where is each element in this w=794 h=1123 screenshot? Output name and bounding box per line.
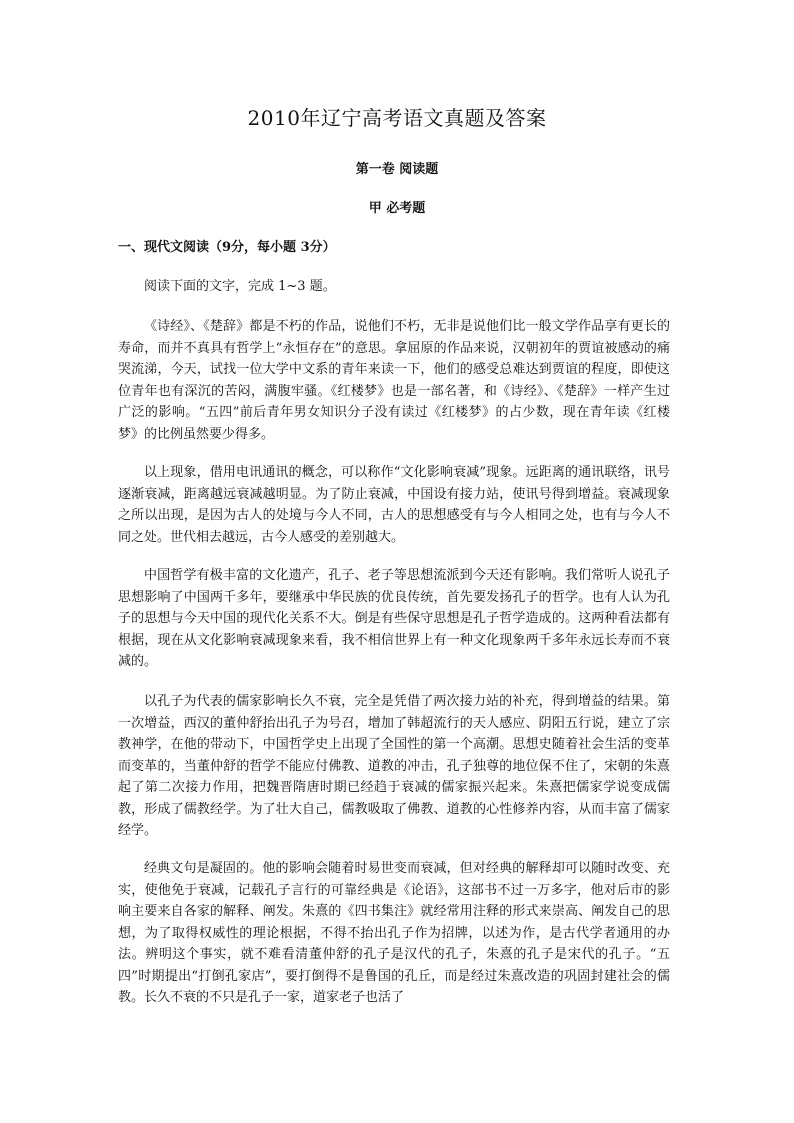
part-title: 第一卷 阅读题 bbox=[355, 162, 439, 177]
document-title: 2010年辽宁高考语文真题及答案 bbox=[247, 106, 547, 130]
paragraph-3: 中国哲学有极丰富的文化遗产，孔子、老子等思想流派到今天还有影响。我们常听人说孔子思想影响了中国两千多年，要继承中华民族的优良传统，首先要发扬孔子的哲学。也有人认为孔子的思想与今天中国的现代化关系不大。倒是有些保守思想是孔子哲学造成的。这两种看法都有根据，现在从文化影响衰减现象来看，我不相信世界上有一种文化现象两千多年永远长寿而不衰减的。 bbox=[118, 568, 670, 669]
paragraph-2: 以上现象，借用电讯通讯的概念，可以称作“文化影响衰减”现象。远距离的通讯联络，讯号逐渐衰减，距离越远衰减越明显。为了防止衰减，中国设有接力站，使讯号得到增益。衰减现象之所以出现，是因为古人的处境与今人不同，古人的思想感受有与今人相同之处，也有与今人不同之处。世代相去越远，古今人感受的差别越大。 bbox=[118, 465, 670, 545]
paragraph-5: 经典文句是凝固的。他的影响会随着时易世变而衰减，但对经典的解释却可以随时改变、充实，使他免于衰减，记载孔子言行的可靠经典是《论语》，这部书不过一万多字，他对后市的影响主要来自各家的解释、阐发。朱熹的《四书集注》就经常用注释的形式来崇高、阐发自己的思想，为了取得权威性的理论根据，不得不抬出孔子作为招牌，以述为作，是古代学者通用的办法。辨明这个事实，就不难看清董仲舒的孔子是汉代的孔子，朱熹的孔子是宋代的孔子。“五四”时期提出“打倒孔家店”，要打倒得不是鲁国的孔丘，而是经过朱熹改造的巩固封建社会的儒教。长久不衰的不只是孔子一家，道家老子也活了 bbox=[118, 861, 670, 1005]
subpart-title: 甲 必考题 bbox=[368, 201, 426, 216]
section-heading: 一、现代文阅读（9分，每小题 3分） bbox=[118, 240, 336, 255]
paragraph-4: 以孔子为代表的儒家影响长久不衰，完全是凭借了两次接力站的补充，得到增益的结果。第一次增益，西汉的董仲舒抬出孔子为号召，增加了韩超流行的天人感应、阴阳五行说，建立了宗教神学，在他的带动下，中国哲学史上出现了全国性的第一个高潮。思想史随着社会生活的变革而变革的，当董仲舒的哲学不能应付佛教、道教的冲击，孔子独尊的地位保不住了，宋朝的朱熹起了第二次接力作用，把魏晋隋唐时期已经趋于衰减的儒家振兴起来。朱熹把儒家学说变成儒教，形成了儒教经学。为了壮大自己，儒教吸取了佛教、道教的心性修养内容，从而丰富了儒家经学。 bbox=[118, 694, 670, 838]
instruction-text: 阅读下面的文字，完成 1~3 题。 bbox=[144, 279, 336, 294]
paragraph-1: 《诗经》、《楚辞》都是不朽的作品，说他们不朽，无非是说他们比一般文学作品享有更长的寿命，而并不真具有哲学上“永恒存在”的意思。拿屈原的作品来说，汉朝初年的贾谊被感动的痛哭流涕，今天，试找一位大学中文系的青年来读一下，他们的感受总难达到贾谊的程度，即使这位青年也有深沉的苦闷，满腹牢骚。《红楼梦》也是一部名著，和《诗经》、《楚辞》一样产生过广泛的影响。“五四”前后青年男女知识分子没有读过《红楼梦》的占少数，现在青年读《红楼梦》的比例虽然要少得多。 bbox=[118, 319, 670, 442]
